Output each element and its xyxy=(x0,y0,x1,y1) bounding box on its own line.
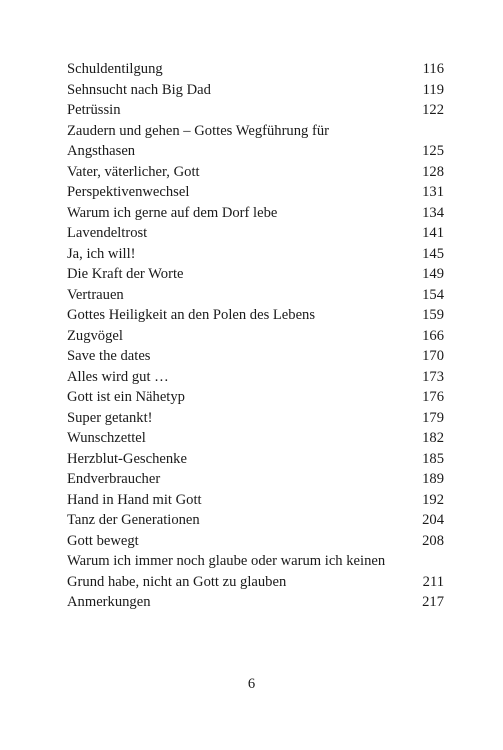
toc-entry-title: Herzblut-Geschenke xyxy=(67,450,187,467)
toc-entry-first-line xyxy=(67,121,444,142)
toc-entry-first-line xyxy=(67,551,444,572)
toc-entry-page: 141 xyxy=(422,225,444,241)
toc-entry xyxy=(67,182,444,203)
toc-entry xyxy=(67,387,444,408)
toc-entry xyxy=(67,264,444,285)
toc-entry xyxy=(67,141,444,162)
toc-entry-title: Gott ist ein Nähetyp xyxy=(67,389,185,405)
toc-entry-title: Vater, väterlicher, Gott xyxy=(67,163,200,180)
toc-entry-title: Grund habe, nicht an Gott zu glauben xyxy=(67,573,287,590)
toc-entry xyxy=(67,572,444,593)
toc-entry-page: 185 xyxy=(422,450,444,467)
toc-entry-page: 204 xyxy=(422,512,444,528)
toc-entry-page: 145 xyxy=(422,245,444,262)
toc-entry-title: Tanz der Generationen xyxy=(67,512,200,528)
toc-entry-title: Super getankt! xyxy=(67,409,153,426)
toc-entry xyxy=(67,100,444,121)
toc-entry-title: Warum ich gerne auf dem Dorf lebe xyxy=(67,204,278,221)
toc-entry-title: Schuldentilgung xyxy=(67,61,163,77)
toc-entry-page: 134 xyxy=(422,204,444,221)
toc-entry-page: 154 xyxy=(422,286,444,303)
toc-entry xyxy=(67,428,444,449)
toc-entry-page: 159 xyxy=(422,307,444,323)
toc-entry-page: 182 xyxy=(422,430,444,446)
toc-entry-title: Alles wird gut … xyxy=(67,368,169,385)
toc-entry xyxy=(67,285,444,306)
toc-entry xyxy=(67,408,444,429)
toc-entry xyxy=(67,531,444,552)
toc-entry-title: Ja, ich will! xyxy=(67,245,136,262)
toc-entry-page: 131 xyxy=(422,184,444,200)
toc-entry xyxy=(67,80,444,101)
toc-entry xyxy=(67,346,444,367)
toc-entry-page: 116 xyxy=(422,61,444,77)
toc-entry xyxy=(67,449,444,470)
toc-entry xyxy=(67,592,444,613)
toc-entry xyxy=(67,490,444,511)
toc-entry-title: Gott bewegt xyxy=(67,532,139,549)
toc-entry-title: Wunschzettel xyxy=(67,430,146,446)
toc-entry xyxy=(67,59,444,80)
toc-entry-page: 128 xyxy=(422,163,444,180)
toc-entry xyxy=(67,162,444,183)
toc-entry-title-line1: Zaudern und gehen – Gottes Wegführung für xyxy=(67,122,329,139)
toc-entry-page: 208 xyxy=(422,532,444,549)
toc-entry-title: Vertrauen xyxy=(67,286,124,303)
toc-entry-title: Die Kraft der Worte xyxy=(67,266,184,282)
toc-entry-page: 179 xyxy=(422,409,444,426)
toc-entry-title: Endverbraucher xyxy=(67,471,161,487)
toc-entry xyxy=(67,367,444,388)
toc-entry-title: Perspektivenwechsel xyxy=(67,184,190,200)
toc-entry-page: 176 xyxy=(422,389,444,405)
toc-entry-title-line1: Warum ich immer noch glaube oder warum ich keinen xyxy=(67,553,386,569)
toc-entry xyxy=(67,223,444,244)
toc-entry-page: 122 xyxy=(422,102,444,118)
toc-entry-page: 189 xyxy=(422,471,444,487)
toc-entry-page: 119 xyxy=(422,81,444,98)
page-number: 6 xyxy=(247,676,256,692)
toc-entry-page: 170 xyxy=(422,348,444,364)
toc-entry-title: Anmerkungen xyxy=(67,594,151,610)
toc-entry-title: Zugvögel xyxy=(67,327,123,344)
toc-entry-title: Sehnsucht nach Big Dad xyxy=(67,81,211,98)
toc-entry-title: Gottes Heiligkeit an den Polen des Lebens xyxy=(67,307,316,323)
toc-entry xyxy=(67,510,444,531)
toc-entry xyxy=(67,305,444,326)
toc-entry xyxy=(67,203,444,224)
toc-entry-title: Hand in Hand mit Gott xyxy=(67,491,202,508)
toc-entry-title: Lavendeltrost xyxy=(67,225,148,241)
toc-entry-page: 192 xyxy=(422,491,444,508)
toc-entry xyxy=(67,244,444,265)
toc-entry-title: Save the dates xyxy=(67,348,151,364)
table-of-contents xyxy=(67,59,444,613)
toc-entry-page: 211 xyxy=(422,573,444,590)
toc-entry-page: 173 xyxy=(422,368,444,385)
toc-entry xyxy=(67,326,444,347)
toc-entry-page: 125 xyxy=(422,143,444,159)
toc-entry-title: Angsthasen xyxy=(67,143,136,159)
toc-entry-page: 166 xyxy=(422,327,444,344)
toc-entry-title: Petrüssin xyxy=(67,102,121,118)
toc-entry-page: 217 xyxy=(422,594,444,610)
toc-entry xyxy=(67,469,444,490)
toc-entry-page: 149 xyxy=(422,266,444,282)
